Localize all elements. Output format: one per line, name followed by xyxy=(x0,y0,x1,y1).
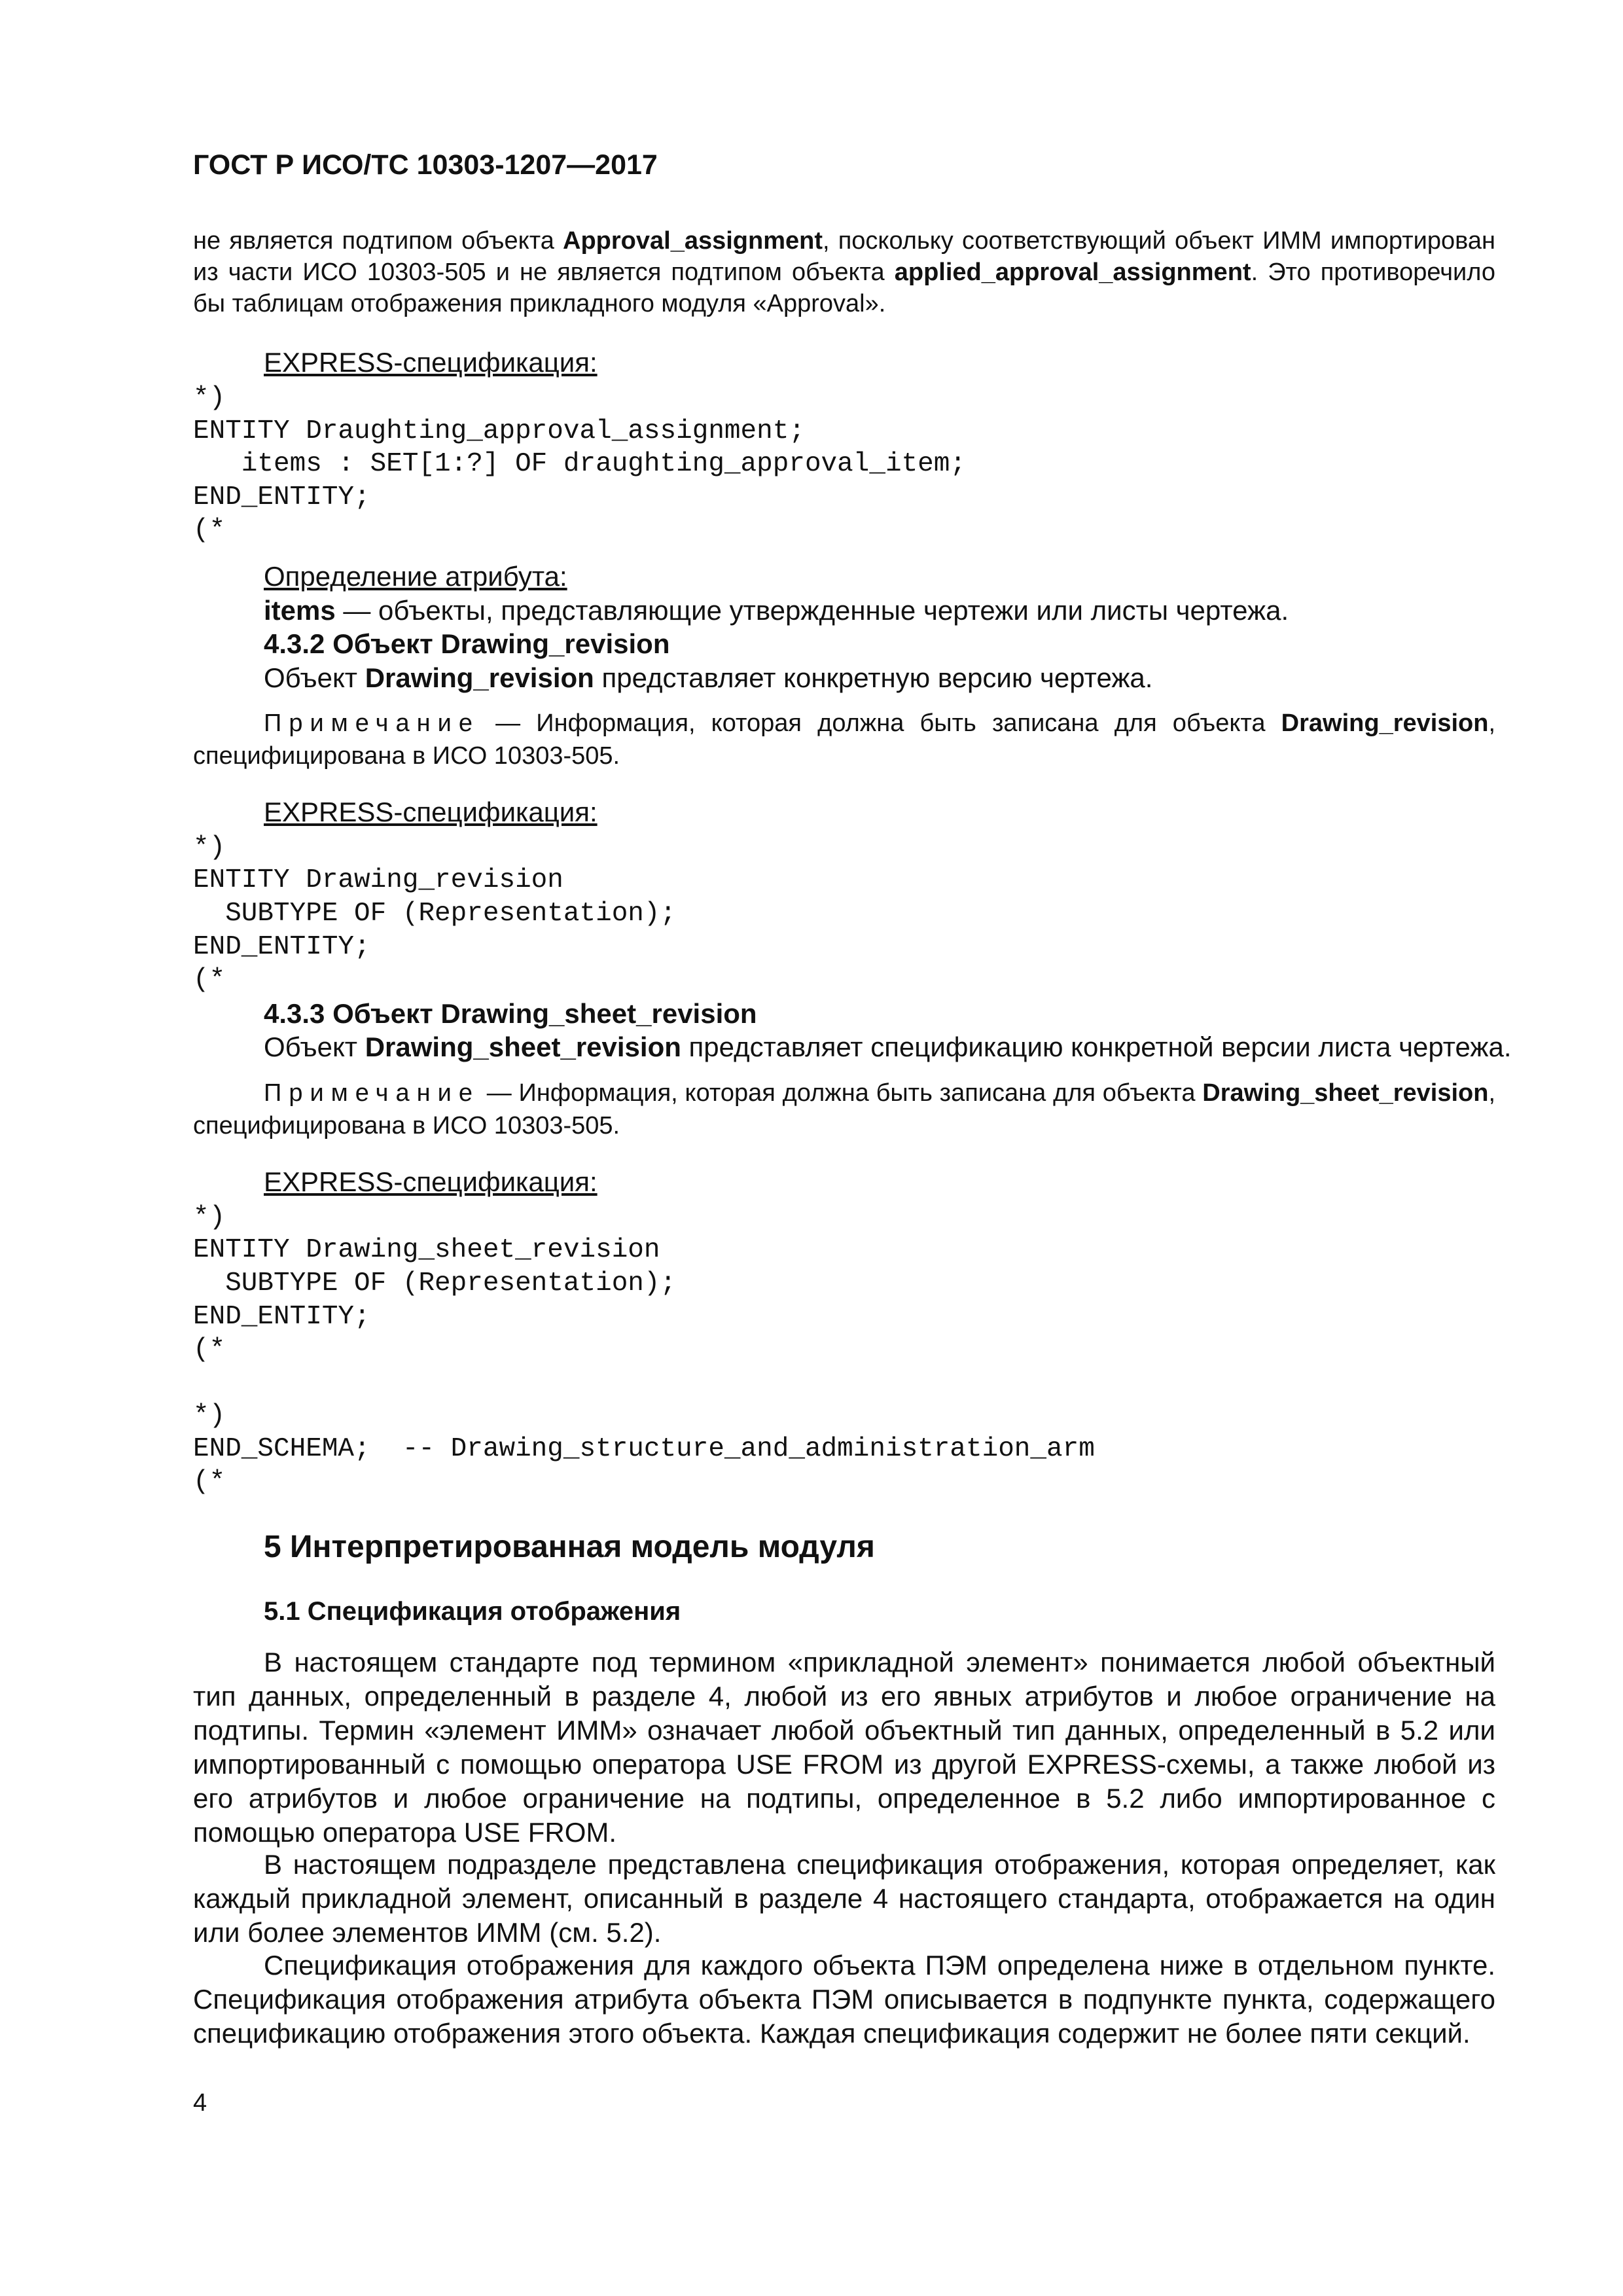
desc-text-1: Объект xyxy=(264,662,365,693)
mapping-spec-paragraph-2: В настоящем подразделе представлена спецификация отображения, которая определяет, как каждый прикладной элемент, описанный в разделе 4 настоящего стандарта, отображается на один или более элементов ИММ (см. 5.2). xyxy=(193,1849,1495,1948)
note-label-2: Примечание xyxy=(264,1079,480,1107)
intro-paragraph xyxy=(193,225,1495,319)
code-close-1: (* xyxy=(193,515,226,545)
code-entity-draughting: ENTITY Draughting_approval_assignment; xyxy=(193,416,805,446)
code-end-entity-3: END_ENTITY; xyxy=(193,1302,370,1332)
intro-text-2: , поскольку соответствующий объект ИММ импортирован из части ИСО 10303-505 и не является подтипом объекта xyxy=(193,227,1496,286)
note-drawing-sheet-revision xyxy=(193,1077,1495,1142)
code-close-3: (* xyxy=(193,1335,226,1365)
code-subtype-representation-1: SUBTYPE OF (Representation); xyxy=(193,899,677,929)
note-text-4: , специфицирована в ИСО 10303-505. xyxy=(193,1079,1495,1139)
section-5-heading: 5 Интерпретированная модель модуля xyxy=(264,1530,875,1564)
desc-text-2: представляет конкретную версию чертежа. xyxy=(594,662,1153,693)
note-drawing-revision-term: Drawing_revision xyxy=(1281,709,1489,737)
applied-approval-assignment-term: applied_approval_assignment xyxy=(894,259,1251,286)
code-close-4: (* xyxy=(193,1467,226,1497)
express-spec-label-3: EXPRESS-спецификация: xyxy=(264,1166,597,1197)
approval-assignment-term: Approval_assignment xyxy=(563,227,823,255)
desc-text-4: представляет спецификацию конкретной версии листа чертежа. xyxy=(681,1031,1512,1062)
code-entity-drawing-sheet-revision: ENTITY Drawing_sheet_revision xyxy=(193,1235,660,1265)
page-number: 4 xyxy=(193,2089,207,2117)
drawing-revision-description xyxy=(264,662,1152,694)
code-open-2: *) xyxy=(193,833,226,863)
desc-text-3: Объект xyxy=(264,1031,365,1062)
note-label: Примечание xyxy=(264,709,480,737)
code-open-4: *) xyxy=(193,1401,226,1431)
note-text-1: — Информация, которая должна быть записана для объекта xyxy=(479,709,1281,737)
attribute-definition-label: Определение атрибута: xyxy=(264,561,567,592)
drawing-sheet-revision-description xyxy=(264,1031,1512,1063)
express-spec-label-2: EXPRESS-спецификация: xyxy=(264,797,597,827)
document-header: ГОСТ Р ИСО/ТС 10303-1207—2017 xyxy=(193,149,658,181)
code-end-entity-2: END_ENTITY; xyxy=(193,932,370,962)
drawing-revision-term: Drawing_revision xyxy=(365,662,594,693)
code-items-attribute: items : SET[1:?] OF draughting_approval_item; xyxy=(193,449,966,479)
intro-text-1: не является подтипом объекта xyxy=(193,227,563,255)
code-close-2: (* xyxy=(193,965,226,995)
code-open-1: *) xyxy=(193,383,226,413)
code-end-entity-1: END_ENTITY; xyxy=(193,482,370,512)
mapping-spec-paragraph-3: Спецификация отображения для каждого объекта ПЭМ определена ниже в отдельном пункте. Спецификация отображения атрибута объекта ПЭМ описывается в подпункте пункта, содержащего спецификацию отображения этого объекта. Каждая спецификация содержит не более пяти секций. xyxy=(193,1950,1495,2049)
note-drawing-revision xyxy=(193,707,1495,772)
mapping-spec-paragraph-1: В настоящем стандарте под термином «прикладной элемент» понимается любой объектный тип данных, определенный в разделе 4, любой из его явных атрибутов и любое ограничение на подтипы. Термин «элемент ИММ» означает любой объектный тип данных, определенный в 5.2 или импортированный с помощью оператора USE FROM из другой EXPRESS-схемы, а также любой из его атрибутов и любое ограничение на подтипы, определенное в 5.2 либо импортированное с помощью оператора USE FROM. xyxy=(193,1647,1495,1848)
express-spec-label-1: EXPRESS-спецификация: xyxy=(264,347,597,378)
items-term: items xyxy=(264,595,336,626)
section-5-1-heading: 5.1 Спецификация отображения xyxy=(264,1597,681,1626)
code-subtype-representation-2: SUBTYPE OF (Representation); xyxy=(193,1268,677,1299)
section-4-3-2-heading: 4.3.2 Объект Drawing_revision xyxy=(264,628,670,659)
intro-text-3: . Это противоречило бы таблицам отображения прикладного модуля «Approval». xyxy=(193,259,1495,317)
drawing-sheet-revision-term: Drawing_sheet_revision xyxy=(365,1031,681,1062)
code-entity-drawing-revision: ENTITY Drawing_revision xyxy=(193,865,563,895)
code-end-schema: END_SCHEMA; -- Drawing_structure_and_administration_arm xyxy=(193,1434,1095,1464)
note-text-3: — Информация, которая должна быть записана для объекта xyxy=(479,1079,1203,1107)
items-description: — объекты, представляющие утвержденные чертежи или листы чертежа. xyxy=(335,595,1289,626)
note-text-2: , специфицирована в ИСО 10303-505. xyxy=(193,709,1495,770)
code-open-3: *) xyxy=(193,1202,226,1232)
note-drawing-sheet-revision-term: Drawing_sheet_revision xyxy=(1202,1079,1489,1107)
section-4-3-3-heading: 4.3.3 Объект Drawing_sheet_revision xyxy=(264,998,757,1029)
items-definition xyxy=(264,595,1289,626)
